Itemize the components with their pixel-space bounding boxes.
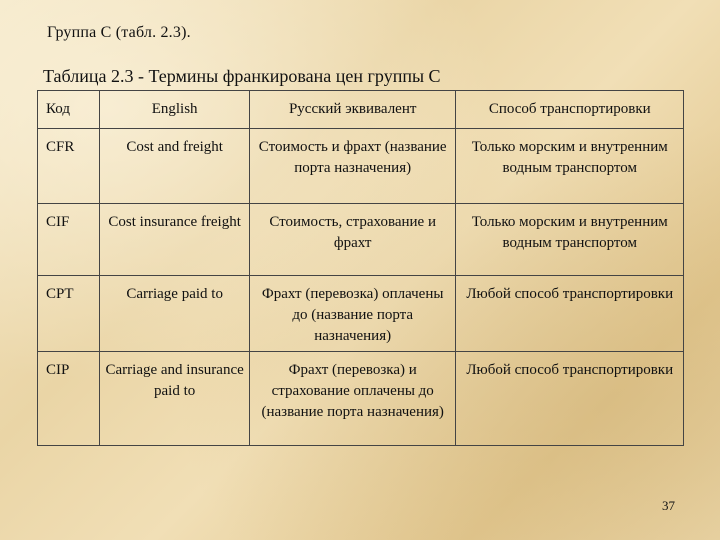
table-row xyxy=(38,204,684,276)
table-row xyxy=(38,129,684,204)
cell-english: Cost insurance freight xyxy=(100,204,250,276)
cell-english: Cost and freight xyxy=(100,129,250,204)
slide-subtitle: Группа С (табл. 2.3). xyxy=(47,24,191,41)
cell-english: Carriage paid to xyxy=(100,276,250,352)
incoterms-table xyxy=(37,90,684,446)
header-code: Код xyxy=(38,91,100,129)
cell-russian: Фрахт (перевозка) и страхование оплачены до (название порта назначения) xyxy=(249,352,456,446)
cell-transport: Любой способ транспортировки xyxy=(456,352,684,446)
cell-code: CFR xyxy=(38,129,100,204)
cell-code: CPT xyxy=(38,276,100,352)
table-caption: Таблица 2.3 - Термины франкирована цен группы С xyxy=(43,66,441,86)
cell-russian: Фрахт (перевозка) оплачены до (название порта назначения) xyxy=(249,276,456,352)
cell-transport: Любой способ транспортировки xyxy=(456,276,684,352)
cell-transport: Только морским и внутренним водным транспортом xyxy=(456,129,684,204)
cell-code: CIF xyxy=(38,204,100,276)
cell-russian: Стоимость, страхование и фрахт xyxy=(249,204,456,276)
table-row xyxy=(38,352,684,446)
table-row xyxy=(38,276,684,352)
cell-english: Carriage and insurance paid to xyxy=(100,352,250,446)
cell-russian: Стоимость и фрахт (название порта назначения) xyxy=(249,129,456,204)
header-russian: Русский эквивалент xyxy=(249,91,456,129)
cell-code: CIP xyxy=(38,352,100,446)
table-header-row xyxy=(38,91,684,129)
cell-transport: Только морским и внутренним водным транспортом xyxy=(456,204,684,276)
header-transport: Способ транспортировки xyxy=(456,91,684,129)
page-number: 37 xyxy=(662,498,675,513)
header-english: English xyxy=(100,91,250,129)
